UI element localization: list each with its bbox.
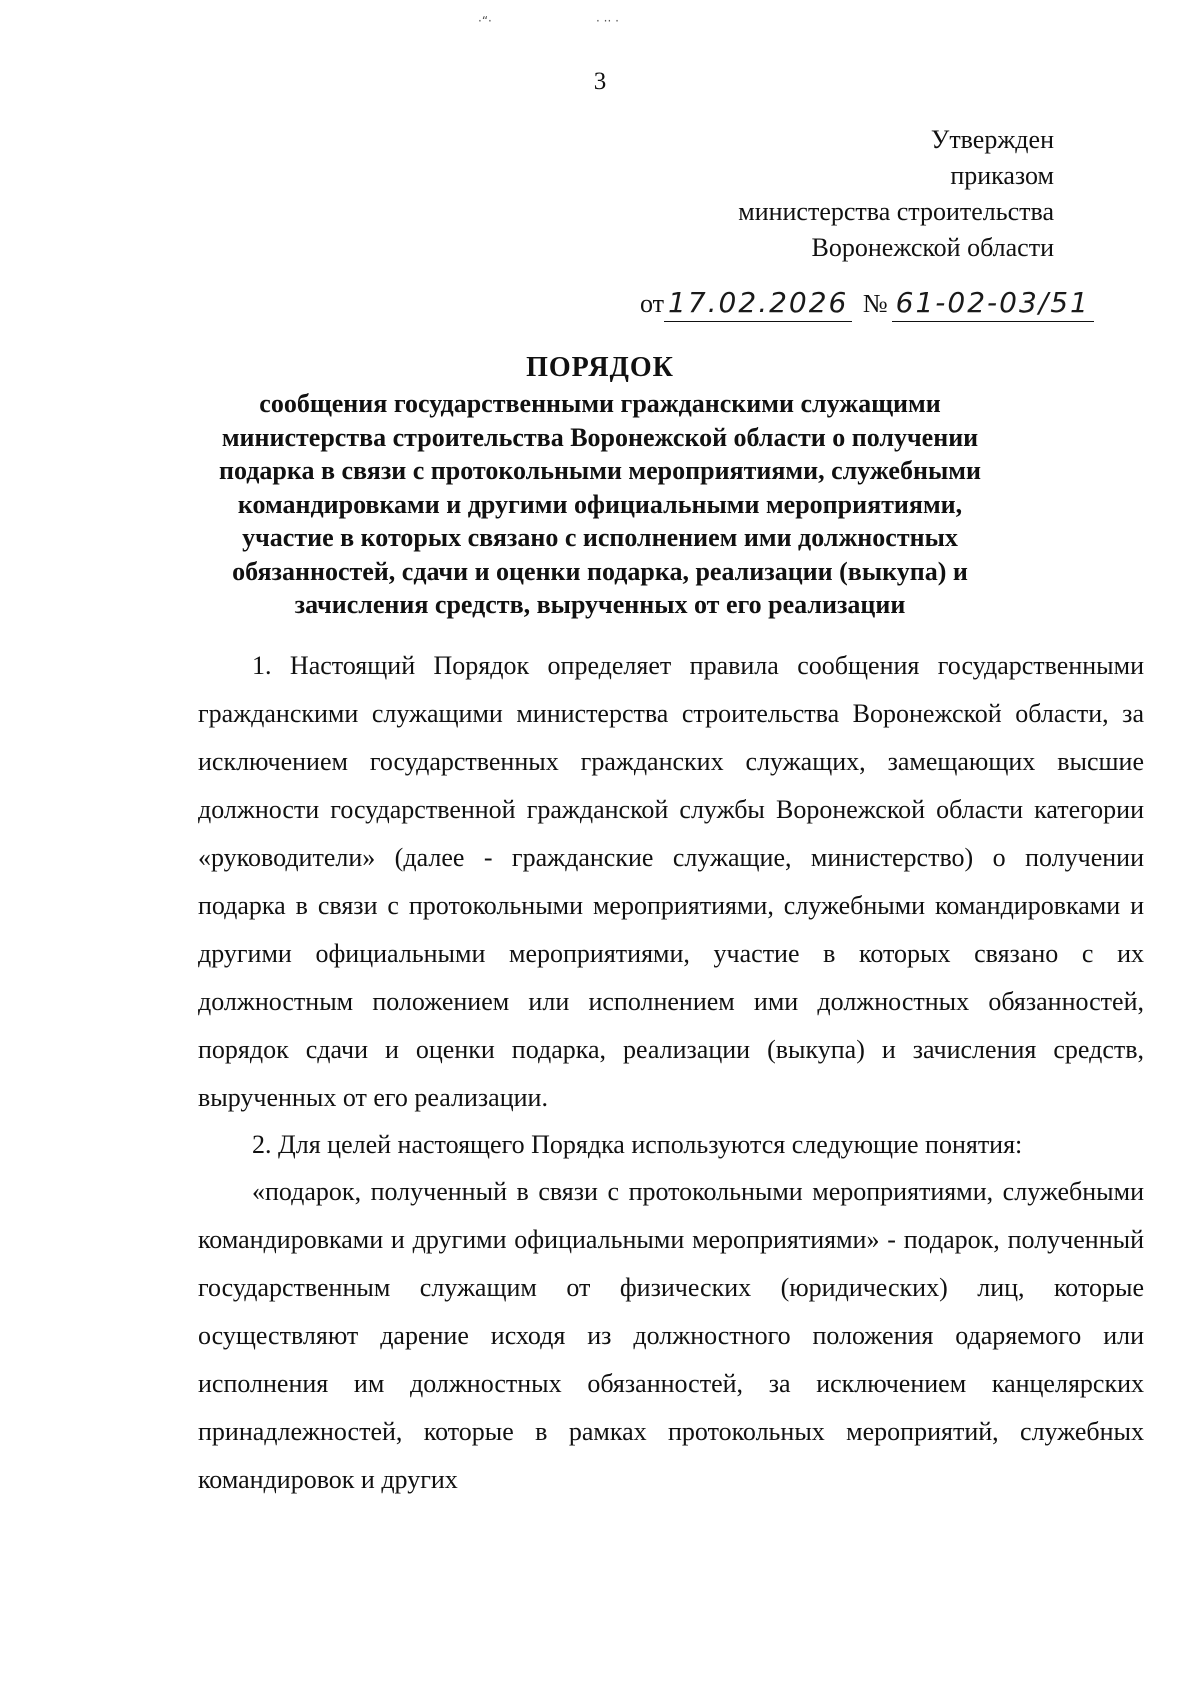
page-number: 3 xyxy=(593,68,607,95)
approval-line: Воронежской области xyxy=(811,233,1054,262)
approval-stamp xyxy=(738,122,1054,266)
order-number-handwritten: 61-02-03/51 xyxy=(892,286,1094,322)
approval-line: Утвержден xyxy=(930,125,1054,154)
approval-line: приказом xyxy=(950,161,1054,190)
order-number-sign: № xyxy=(862,289,888,318)
order-date-prefix: от xyxy=(640,289,665,318)
paragraph: 2. Для целей настоящего Порядка используются следующие понятия: xyxy=(252,1130,1023,1159)
paragraph: 1. Настоящий Порядок определяет правила сообщения государственными гражданскими служащими министерства строительства Воронежской области, за исключением государственных гражданских служащих, замещающих высшие должности государственной гражданской службы Воронежской области категории «руководители» (далее - гражданские служащие, министерство) о получении подарка в связи с протокольными мероприятиями, служебными командировками и другими официальными мероприятиями, участие в которых связано с их должностным положением или исполнением ими должностных обязанностей, порядок сдачи и оценки подарка, реализации (выкупа) и зачисления средств, вырученных от его реализации. xyxy=(198,651,1144,1112)
document-title: ПОРЯДОК xyxy=(526,352,674,383)
scan-artifact: · ·· · xyxy=(596,14,619,28)
order-reference xyxy=(640,286,1140,319)
scan-artifact: ·“· xyxy=(478,14,492,28)
paragraph: «подарок, полученный в связи с протокольными мероприятиями, служебными командировками и другими официальными мероприятиями» - подарок, полученный государственным служащим от физических (юридических) лиц, которые осуществляют дарение исходя из должностного положения одаряемого или исполнения им должностных обязанностей, за исключением канцелярских принадлежностей, которые в рамках протокольных мероприятий, служебных командировок и других xyxy=(198,1177,1144,1494)
document-body xyxy=(198,642,1144,1504)
approval-line: министерства строительства xyxy=(738,197,1054,226)
document-subtitle: сообщения государственными гражданскими служащими министерства строительства Воронежской области о получении подарка в связи с протокольными мероприятиями, служебными командировками и другими официальными мероприятиями, участие в которых связано с исполнением ими должностных обязанностей, сдачи и оценки подарка, реализации (выкупа) и зачисления средств, вырученных от его реализации xyxy=(219,389,981,619)
order-date-handwritten: 17.02.2026 xyxy=(664,286,852,322)
